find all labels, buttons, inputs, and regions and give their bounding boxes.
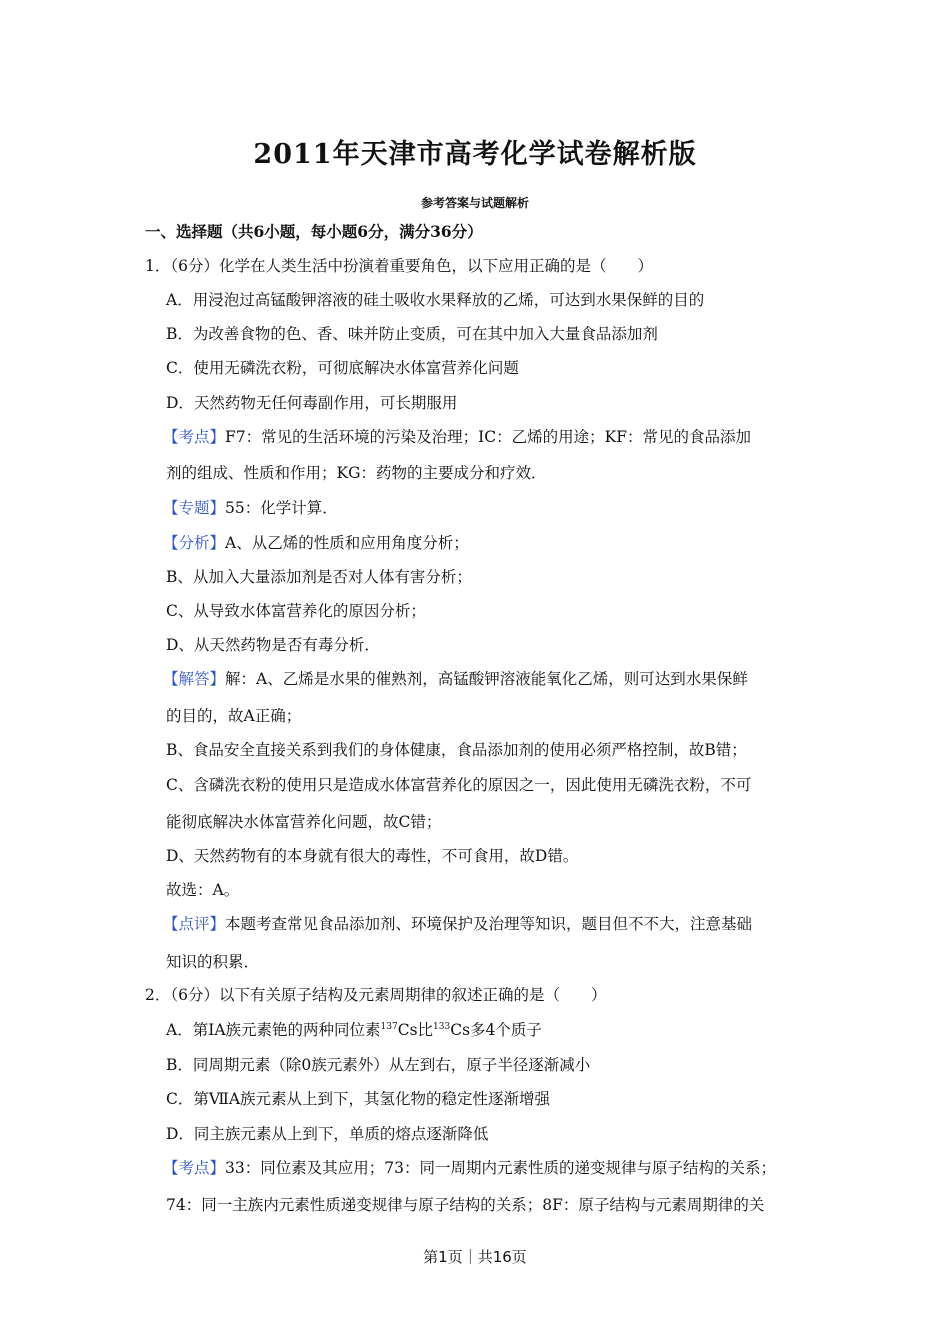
q2-option-b: B．同周期元素（除0族元素外）从左到右，原子半径逐渐减小 bbox=[166, 1056, 591, 1074]
q2-mass-number-2: 133 bbox=[433, 1022, 451, 1032]
q1-jieda bbox=[163, 669, 748, 689]
q1-kaodian-tag: 【考点】 bbox=[163, 428, 226, 446]
q2-option-a-end: Cs多4个质子 bbox=[450, 1021, 542, 1039]
q1-jieda-text-5: 能彻底解决水体富营养化问题，故C错； bbox=[166, 813, 442, 831]
q2-kaodian bbox=[163, 1158, 776, 1178]
q1-jieda-text-2: 的目的，故A正确； bbox=[166, 707, 302, 725]
q1-zhuanti-text: 55：化学计算． bbox=[225, 499, 338, 517]
q2-kaodian-tag: 【考点】 bbox=[163, 1159, 226, 1177]
q1-kaodian-text-1: F7：常见的生活环境的污染及治理；IC：乙烯的用途；KF：常见的食品添加 bbox=[225, 428, 751, 446]
q2-kaodian-text-1: 33：同位素及其应用；73：同一周期内元素性质的递变规律与原子结构的关系； bbox=[225, 1159, 776, 1177]
page-footer: 第1页｜共16页 bbox=[423, 1248, 527, 1266]
q1-jieda-text-6: D、天然药物有的本身就有很大的毒性，不可食用，故D错。 bbox=[166, 847, 579, 865]
page-title: 2011年天津市高考化学试卷解析版 bbox=[253, 139, 697, 170]
q1-fenxi-tag: 【分析】 bbox=[163, 534, 226, 552]
q2-option-c: C．第ⅦA族元素从上到下，其氢化物的稳定性逐渐增强 bbox=[166, 1090, 551, 1108]
q1-fenxi-text-1: A、从乙烯的性质和应用角度分析； bbox=[225, 534, 469, 552]
q1-option-d: D．天然药物无任何毒副作用，可长期服用 bbox=[166, 394, 458, 412]
q1-fenxi-text-4: D、从天然药物是否有毒分析． bbox=[166, 636, 380, 654]
q2-option-d: D．同主族元素从上到下，单质的熔点逐渐降低 bbox=[166, 1125, 489, 1143]
q1-dianping-text-1: 本题考查常见食品添加剂、环境保护及治理等知识，题目但不不大，注意基础 bbox=[225, 915, 753, 933]
q2-option-a-mid: Cs比 bbox=[397, 1021, 434, 1039]
q1-fenxi-text-2: B、从加入大量添加剂是否对人体有害分析； bbox=[166, 568, 472, 586]
q1-zhuanti-tag: 【专题】 bbox=[163, 499, 226, 517]
q1-dianping-text-2: 知识的积累． bbox=[166, 953, 260, 971]
q2-stem: 2．（6分）以下有关原子结构及元素周期律的叙述正确的是（ ） bbox=[145, 986, 607, 1004]
q2-option-a bbox=[166, 1020, 542, 1040]
q1-option-b: B．为改善食物的色、香、味并防止变质，可在其中加入大量食品添加剂 bbox=[166, 325, 658, 343]
q1-jieda-text-4: C、含磷洗衣粉的使用只是造成水体富营养化的原因之一，因此使用无磷洗衣粉，不可 bbox=[166, 776, 752, 794]
q1-dianping-tag: 【点评】 bbox=[163, 915, 226, 933]
q1-answer: 故选：A。 bbox=[166, 881, 240, 899]
q2-mass-number-1: 137 bbox=[380, 1022, 398, 1032]
q1-option-a: A．用浸泡过高锰酸钾溶液的硅土吸收水果释放的乙烯，可达到水果保鲜的目的 bbox=[166, 291, 705, 309]
q1-option-c: C．使用无磷洗衣粉，可彻底解决水体富营养化问题 bbox=[166, 359, 519, 377]
q1-jieda-text-1: 解：A、乙烯是水果的催熟剂，高锰酸钾溶液能氧化乙烯，则可达到水果保鲜 bbox=[225, 670, 748, 688]
section-heading: 一、选择题（共6小题，每小题6分，满分36分） bbox=[145, 222, 483, 241]
q1-zhuanti bbox=[163, 498, 338, 518]
q2-option-a-text: A．第IA族元素铯的两种同位素 bbox=[166, 1021, 381, 1039]
page-subtitle: 参考答案与试题解析 bbox=[420, 196, 529, 210]
q1-fenxi-text-3: C、从导致水体富营养化的原因分析； bbox=[166, 602, 426, 620]
q1-jieda-tag: 【解答】 bbox=[163, 670, 226, 688]
q1-kaodian bbox=[163, 427, 751, 447]
q1-stem: 1．（6分）化学在人类生活中扮演着重要角色，以下应用正确的是（ ） bbox=[145, 257, 653, 275]
q1-fenxi bbox=[163, 533, 469, 553]
q1-kaodian-text-2: 剂的组成、性质和作用；KG：药物的主要成分和疗效． bbox=[166, 464, 547, 482]
q1-dianping bbox=[163, 914, 752, 934]
q1-jieda-text-3: B、食品安全直接关系到我们的身体健康，食品添加剂的使用必须严格控制，故B错； bbox=[166, 741, 747, 759]
q2-kaodian-text-2: 74：同一主族内元素性质递变规律与原子结构的关系；8F：原子结构与元素周期律的关 bbox=[166, 1196, 765, 1214]
